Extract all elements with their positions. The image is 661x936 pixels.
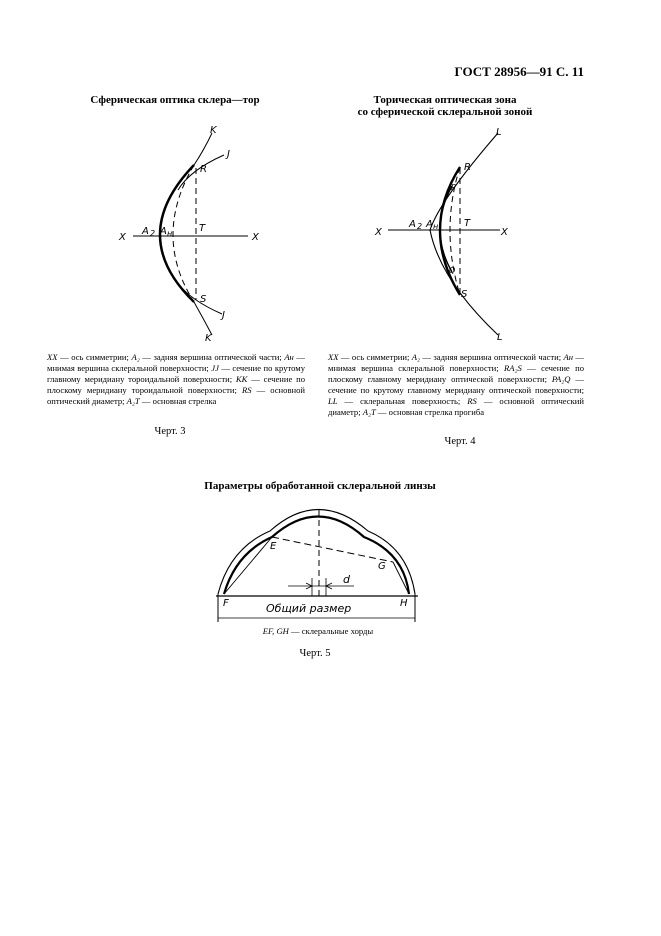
label-X1: X — [119, 232, 126, 243]
figure4-legend-item-term: A₂T — [362, 407, 376, 417]
figure3-caption: Черт. 3 — [154, 426, 186, 437]
figure4-legend — [328, 352, 584, 418]
label-An: A — [160, 226, 167, 237]
label-P: P — [451, 183, 456, 192]
figure3-labels — [118, 125, 260, 344]
figure4-legend-item-text: — ось симметрии; — [338, 352, 412, 362]
figure4-legend-item-term: RA₂S — [503, 363, 522, 373]
figure4-legend-item-text: — сечение по крутому главному меридиану оптической поверхности; — [328, 374, 584, 395]
figure4-title-line1: Торическая оптическая зона — [373, 94, 517, 106]
figure4-legend-item-text: — сечение по плоскому главному меридиану оптической поверхности; — [328, 363, 584, 384]
label-d: d — [343, 573, 350, 586]
label-S: S — [200, 294, 207, 305]
label-L1: L — [496, 127, 502, 138]
figure3-legend-item-text: — сечение по крутому главному меридиану тороидальной поверхности; — [47, 363, 305, 384]
label-A2-f4: A — [409, 219, 416, 230]
label-X4: X — [501, 227, 508, 238]
label-A2-sub: 2 — [150, 229, 156, 238]
figure4-legend-item-text: — склеральная поверхность; — [337, 396, 468, 406]
figure3-title: Сферическая оптика склера—тор — [90, 94, 260, 106]
label-L2: L — [497, 332, 503, 343]
label-E: E — [270, 541, 277, 552]
label-T: T — [199, 223, 206, 234]
label-An-f4: A — [426, 219, 433, 230]
figure4-legend-item-text: — мнимая вершина склеральной поверхности; — [328, 352, 585, 373]
figure3-legend-item-text: — основной оптический диаметр; — [47, 385, 305, 406]
figure3-legend-item-text: — мнимая вершина склеральной поверхности; — [47, 352, 305, 373]
figure4-diagram — [388, 133, 500, 335]
label-A2: A — [142, 226, 149, 237]
figure4-legend-item-term: RS — [467, 396, 477, 406]
label-J2: J — [222, 310, 225, 321]
label-Q: Q — [449, 266, 456, 275]
figure3-legend-item-term: RS — [241, 385, 252, 395]
figure4-legend-item-text: — основной оптический диаметр; — [328, 396, 584, 417]
figure3-legend-item-term: Aн — [284, 352, 294, 362]
label-An-sub: н — [167, 229, 173, 238]
figure5-labels — [223, 541, 408, 615]
label-total-size: Общий размер — [266, 602, 352, 615]
figure4-title-line2: со сферической склеральной зоной — [357, 106, 533, 118]
label-K1: K — [210, 125, 217, 136]
figure4-labels — [374, 127, 509, 343]
label-T-f4: T — [464, 218, 471, 229]
label-J1: J — [227, 149, 230, 160]
figure4-legend-item-text: — задняя вершина оптической части; — [420, 352, 564, 362]
label-An-sub-f4: н — [433, 222, 439, 231]
figure5-legend-text: — склеральные хорды — [288, 626, 374, 636]
figure4-legend-item-term: XX — [328, 352, 339, 362]
figure4-caption: Черт. 4 — [444, 436, 476, 447]
label-F: F — [223, 598, 229, 609]
figure3-legend-item-term: A₂ — [131, 352, 140, 362]
figure5-legend-term: EF, GH — [262, 626, 289, 636]
label-G: G — [378, 561, 386, 572]
figure3-legend-item-text: — основная стрелка — [139, 396, 217, 406]
figure3-legend-item-term: KK — [235, 374, 248, 384]
figure3-legend-item-term: A₂T — [126, 396, 140, 406]
figure3-legend-item-term: JJ — [211, 363, 219, 373]
figure3-legend-item-text: — ось симметрии; — [57, 352, 132, 362]
figure5-caption: Черт. 5 — [299, 648, 331, 659]
figure4-legend-item-text: — основная стрелка прогиба — [375, 407, 485, 417]
figure3-legend-item-term: XX — [47, 352, 58, 362]
label-X2: X — [252, 232, 259, 243]
figure3-legend-item-text: — сечение по плоскому меридиану тороидальной поверхности; — [47, 374, 305, 395]
figure4-legend-item-term: LL — [328, 396, 338, 406]
label-H: H — [400, 598, 408, 609]
page-header: ГОСТ 28956—91 С. 11 — [454, 64, 584, 79]
label-K2: K — [205, 333, 212, 344]
label-X3: X — [375, 227, 382, 238]
figure5-legend — [218, 626, 418, 637]
figure3-legend-item-text: — задняя вершина оптической части; — [139, 352, 285, 362]
label-R: R — [200, 164, 207, 175]
figure5-title: Параметры обработанной склеральной линзы — [204, 480, 436, 492]
label-A2-sub-f4: 2 — [417, 222, 423, 231]
label-S4: S — [461, 289, 468, 300]
label-R4: R — [464, 162, 471, 173]
figure3-legend — [47, 352, 305, 407]
figure4-legend-item-term: Aн — [563, 352, 574, 362]
figure4-legend-item-term: PA₂Q — [551, 374, 571, 384]
figure4-legend-item-term: A₂ — [411, 352, 420, 362]
